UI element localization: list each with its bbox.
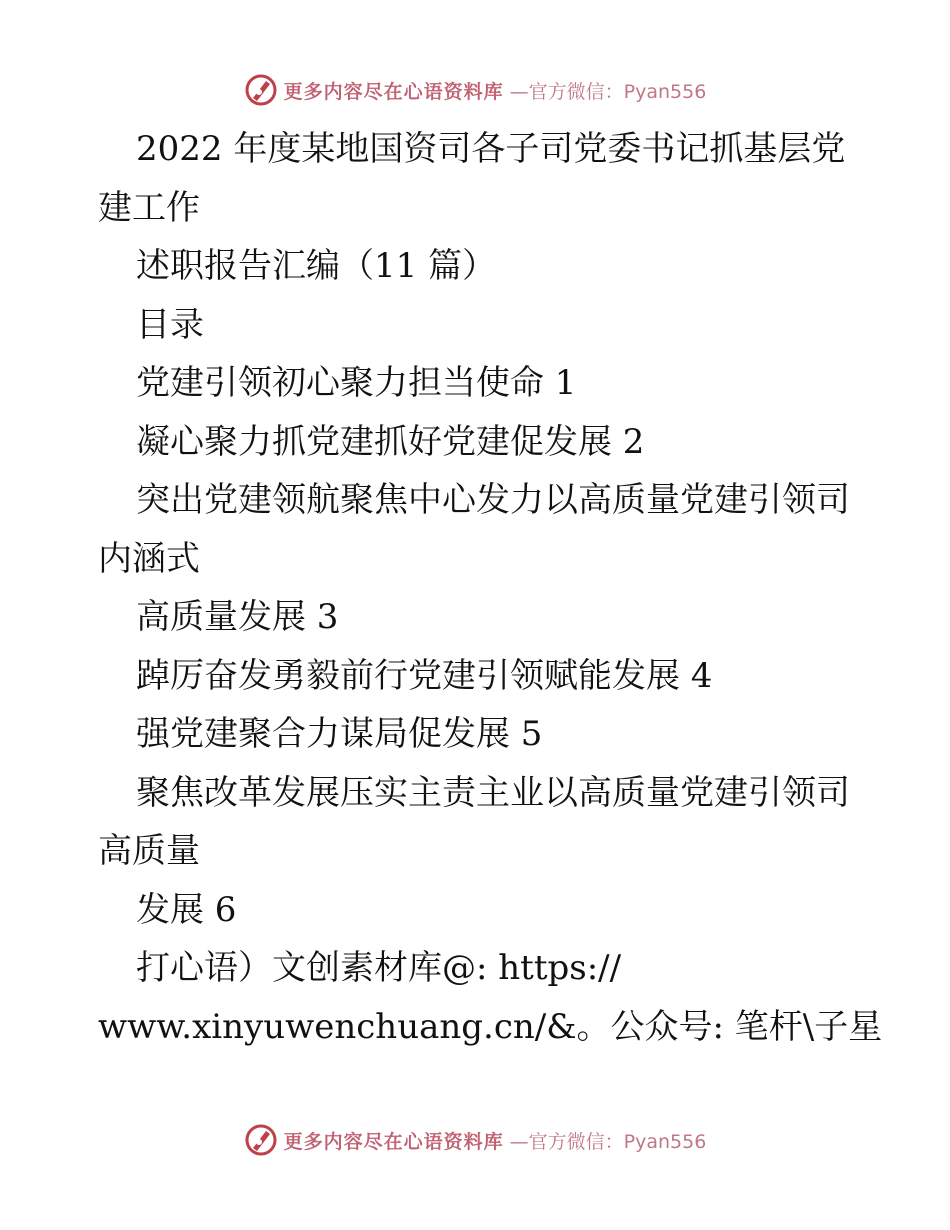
document-body [98, 120, 883, 1056]
pen-logo-icon [244, 73, 278, 107]
banner-sub-text: —官方微信：Pyan556 [509, 80, 707, 103]
banner-main-text: 更多内容尽在心语资料库 [283, 1130, 504, 1153]
title-line-2: 建工作 [98, 187, 200, 228]
header-watermark-banner [0, 70, 950, 110]
toc-item-4: 踔厉奋发勇毅前行党建引领赋能发展 4 [136, 655, 713, 696]
banner-sub-text: —官方微信：Pyan556 [509, 1130, 707, 1153]
toc-item-6-line-2: 高质量 [98, 831, 200, 871]
source-line-1: 打心语）文创素材库@: https:// [136, 948, 622, 988]
toc-item-3-line-3: 高质量发展 3 [136, 597, 339, 637]
toc-item-3-line-1: 突出党建领航聚焦中心发力以高质量党建引领司 [136, 480, 850, 520]
toc-item-2: 凝心聚力抓党建抓好党建促发展 2 [136, 421, 645, 462]
toc-item-6-line-1: 聚焦改革发展压实主责主业以高质量党建引领司 [136, 772, 850, 813]
toc-item-6-line-3: 发展 6 [136, 889, 237, 930]
source-line-2: www.xinyuwenchuang.cn/&。公众号: 笔杆\子星 [98, 1006, 883, 1047]
toc-item-3-line-2: 内涵式 [98, 538, 200, 579]
title-line-3: 述职报告汇编（11 篇） [136, 246, 497, 286]
toc-item-5: 强党建聚合力谋局促发展 5 [136, 714, 543, 754]
toc-item-1: 党建引领初心聚力担当使命 1 [136, 363, 577, 403]
toc-heading: 目录 [136, 304, 204, 345]
footer-watermark-banner [0, 1120, 950, 1160]
banner-main-text: 更多内容尽在心语资料库 [283, 80, 504, 103]
pen-logo-icon [244, 1123, 278, 1157]
title-line-1: 2022 年度某地国资司各子司党委书记抓基层党 [136, 129, 846, 169]
